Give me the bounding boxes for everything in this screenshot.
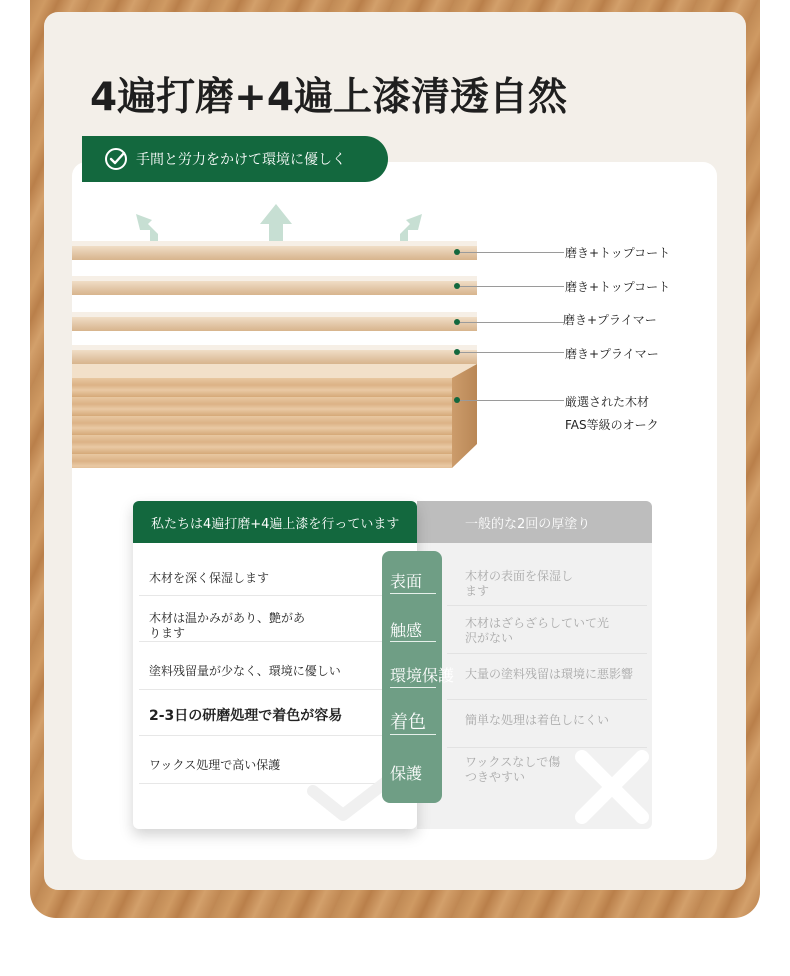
category-column [382, 551, 455, 803]
page-title: 4遍打磨+4遍上漆清透自然 [90, 75, 567, 120]
our-column [133, 501, 417, 829]
cross-mark-icon [572, 747, 652, 827]
category-label: 触感 [390, 621, 423, 640]
layer-label: 磨き+プライマー [563, 313, 657, 327]
competitor-row: ワックスなしで傷つきやすい [465, 755, 561, 784]
row-divider [447, 653, 647, 654]
layer-3 [72, 317, 477, 331]
our-row: ワックス処理で高い保護 [149, 758, 281, 772]
competitor-header: 一般的な2回の厚塗り [417, 501, 652, 543]
category-underline [390, 593, 436, 594]
our-row: 塗料残留量が少なく、環境に優しい [149, 664, 341, 678]
category-underline [390, 641, 436, 642]
base-label-material: 厳選された木材 [565, 395, 650, 409]
callout-line [460, 286, 564, 287]
layer-label: 磨き+プライマー [565, 347, 659, 361]
competitor-row: 木材はざらざらしていて光沢がない [465, 616, 610, 645]
layer-label: 磨き+トップコート [565, 280, 671, 294]
category-label: 着色 [390, 712, 426, 733]
competitor-row: 大量の塗料残留は環境に悪影響 [465, 667, 634, 681]
layer-2 [72, 281, 477, 295]
callout-line [460, 352, 564, 353]
base-block-side [452, 364, 477, 468]
check-circle-icon [104, 147, 128, 171]
competitor-row: 簡単な処理は着色しにくい [465, 713, 610, 727]
row-divider [447, 605, 647, 606]
banner-text: 手間と労力をかけて環境に優しく [136, 152, 346, 168]
category-underline [390, 734, 436, 735]
layer-1 [72, 246, 477, 260]
category-underline [390, 687, 436, 688]
our-row: 2-3日の研磨処理で着色が容易 [149, 708, 343, 724]
row-divider [139, 735, 389, 736]
our-header: 私たちは4遍打磨+4遍上漆を行っています [133, 501, 417, 543]
our-row: 木材を深く保湿します [149, 571, 270, 585]
row-divider [139, 641, 389, 642]
category-label: 環境保護 [390, 666, 455, 685]
layer-4 [72, 350, 477, 364]
row-divider [139, 595, 389, 596]
base-block-front [72, 378, 452, 468]
category-label: 表面 [390, 572, 423, 591]
callout-line [460, 400, 564, 401]
base-label-grade: FAS等級のオーク [565, 418, 659, 432]
row-divider [447, 699, 647, 700]
base-block-top [72, 364, 477, 378]
our-row: 木材は温かみがあり、艶があります [149, 611, 306, 640]
content-card [44, 12, 746, 890]
callout-line [460, 322, 564, 323]
feature-banner [82, 136, 388, 182]
category-label: 保護 [390, 764, 423, 783]
competitor-row: 木材の表面を保湿します [465, 569, 574, 598]
callout-line [460, 252, 564, 253]
competitor-column [417, 501, 652, 829]
row-divider [139, 689, 389, 690]
layer-label: 磨き+トップコート [565, 246, 671, 260]
